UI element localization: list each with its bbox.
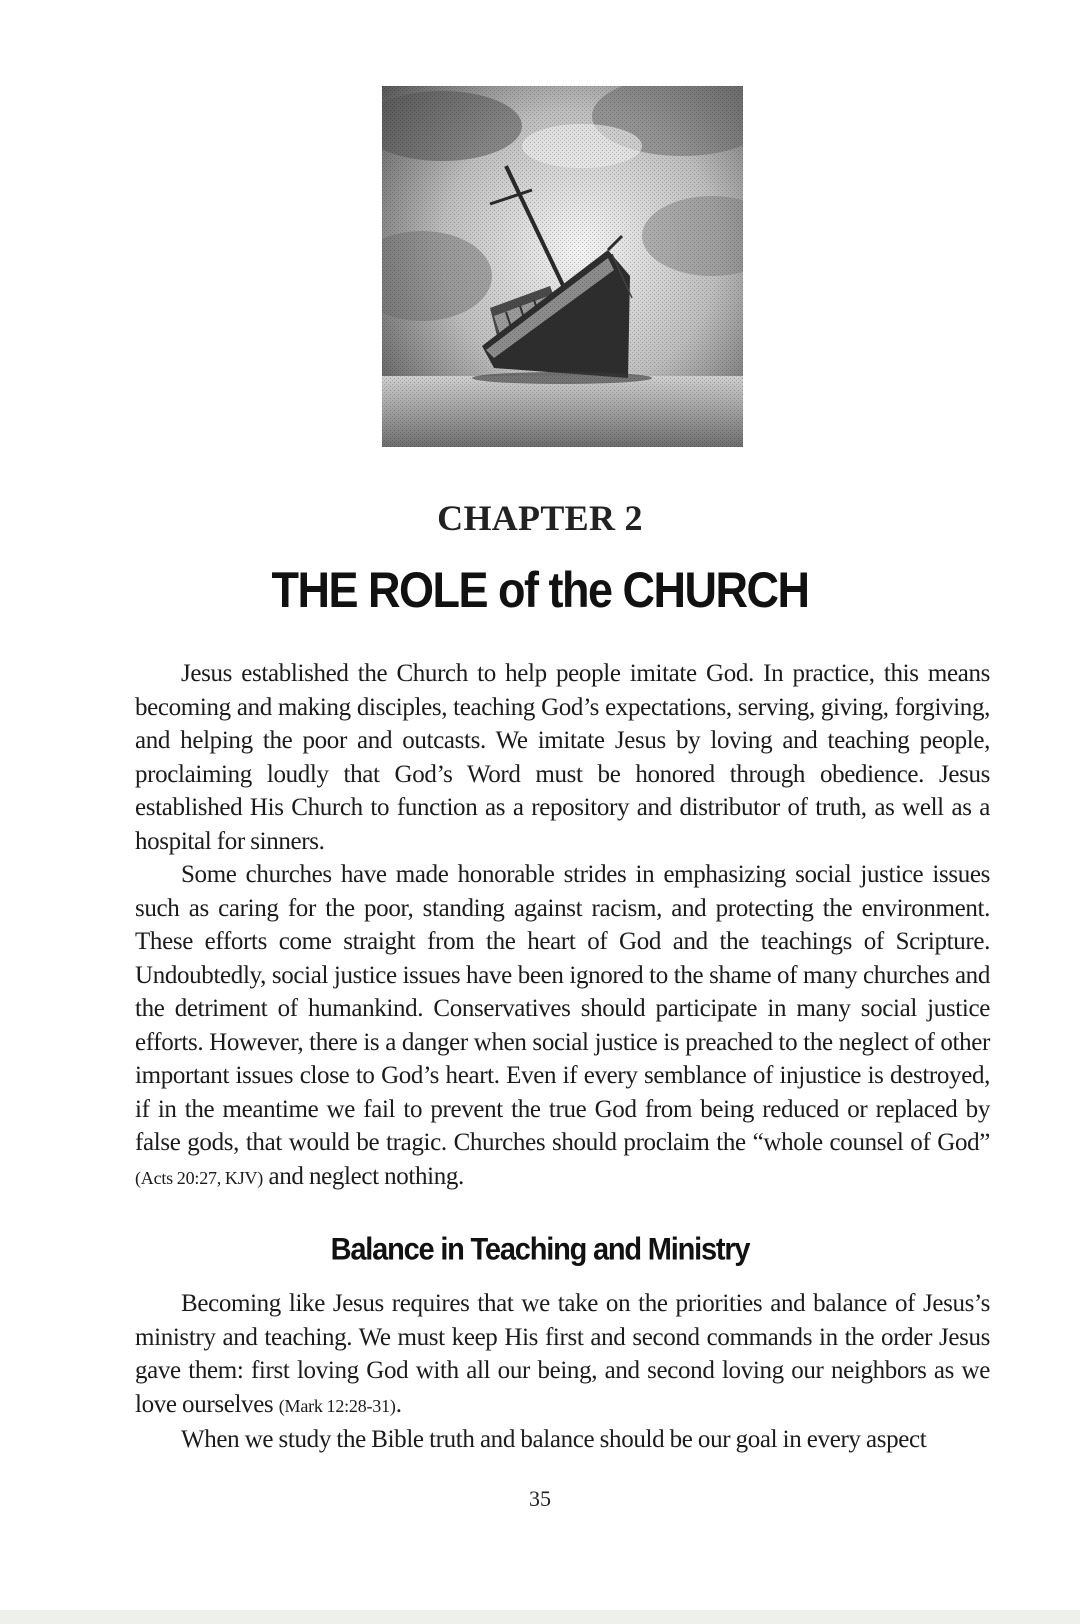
paragraph: When we study the Bible truth and balance should be our goal in every aspect bbox=[181, 1426, 927, 1453]
paragraph: Some churches have made honorable strides in emphasizing social justice issues such as caring for the poor, standing against racism, and protecting the environment. These efforts come straight from the heart of God and the teachings of Scripture. Undoubtedly, social justice issues have been ignored to the shame of many churches and the detriment of humankind. Conservatives should participate in many social justice efforts. However, there is a danger when social justice is preached to the neglect of other important issues close to God’s heart. Even if every semblance of injustice is destroyed, if in the meantime we fail to prevent the true God from being reduced or replaced by false gods, that would be tragic. Churches should proclaim the “whole counsel of God” (Acts 20:27, KJV) and neglect nothing. bbox=[135, 861, 990, 1190]
chapter-title: THE ROLE of the CHURCH bbox=[271, 561, 809, 619]
page-edge bbox=[0, 1610, 1080, 1624]
chapter-number: CHAPTER 2 bbox=[437, 498, 643, 538]
body-text-block bbox=[135, 1287, 990, 1457]
section-heading: Balance in Teaching and Ministry bbox=[330, 1232, 750, 1268]
paragraph: Jesus established the Church to help people imitate God. In practice, this means becoming and making disciples, teaching God’s expectations, serving, giving, forgiving, and helping the poor and outcasts. We imitate Jesus by loving and teaching people, proclaiming loudly that God’s Word must be honored through obedience. Jesus established His Church to function as a repository and distributor of truth, as well as a hospital for sinners. bbox=[135, 660, 990, 855]
shipwreck-icon bbox=[382, 86, 743, 447]
body-text-block bbox=[135, 657, 990, 1195]
paragraph: Becoming like Jesus requires that we take on the priorities and balance of Jesus’s ministry and teaching. We must keep His first and second commands in the order Jesus gave them: first loving God with all our being, and second loving our neighbors as we love ourselves (Mark 12:28-31). bbox=[135, 1290, 990, 1418]
scripture-citation: (Acts 20:27, KJV) bbox=[135, 1167, 264, 1188]
scripture-citation: (Mark 12:28-31) bbox=[278, 1395, 396, 1416]
shipwreck-illustration bbox=[382, 86, 743, 447]
page-number: 35 bbox=[529, 1486, 551, 1511]
